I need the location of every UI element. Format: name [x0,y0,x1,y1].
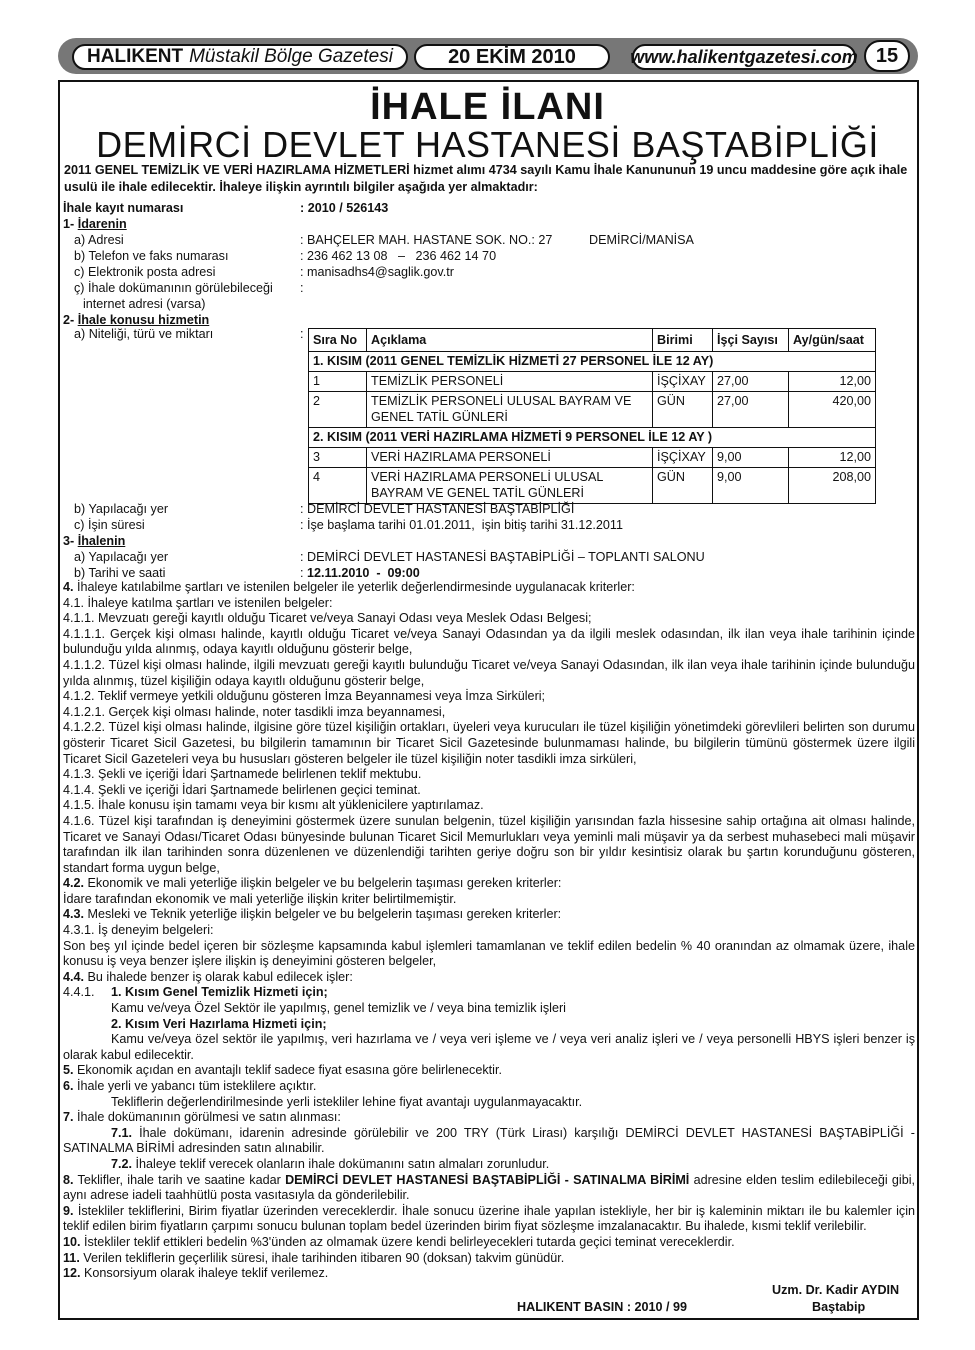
table-header-cell: Ay/gün/saat [789,329,876,352]
announcement-subtitle: DEMİRCİ DEVLET HASTANESİ BAŞTABİPLİĞİ [96,124,879,165]
clause-4-4-1-a: Kamu ve/veya Özel Sektör ile yapılmış, genel temizlik ve / veya bina temizlik işleri [111,1001,566,1016]
tarih-colon: : [300,566,307,580]
tarih-value: 12.11.2010 - 09:00 [307,566,420,580]
table-header-cell: İşçi Sayısı [713,329,789,352]
clause-4-1-2-1: 4.1.2.1. Gerçek kişi olması halinde, noter tasdikli imza beyannamesi, [63,704,446,719]
clause-4-4-1-b: Kamu ve/veya özel sektör ile yapılmış, veri hazırlama ve / veya veri işleme ve / veya veri analiz işleri ve / veya personelli HBYS işleri benzer iş olarak kabul edilecektir. [63,1032,915,1062]
adres-city: DEMİRCİ/MANİSA [589,233,694,247]
table-cell: 27,00 [713,372,789,392]
clause-10: 10. İstekliler teklif ettikleri bedelin %3'ünden az olmamak üzere kendi belirleyecekleri tutarda geçici teminat vereceklerdir. [63,1234,735,1249]
clause-5: 5. Ekonomik açıdan en avantajlı teklif sadece fiyat esasına göre belirlenecektir. [63,1063,502,1078]
adres-value: : BAHÇELER MAH. HASTANE SOK. NO.: 27 [300,233,553,247]
kayit-label: İhale kayıt numarası [63,201,184,215]
table-section-cell: 1. KISIM (2011 GENEL TEMİZLİK HİZMETİ 27 PERSONEL İLE 12 AY) [309,352,876,372]
table-section-cell: 2. KISIM (2011 VERİ HAZIRLAMA HİZMETİ 9 PERSONEL İLE 12 AY ) [309,428,876,448]
clause-4-1-2: 4.1.2. Teklif vermeye yetkili olduğunu gösteren İmza Beyannamesi veya İmza Sirküleri; [63,689,546,704]
table-row [309,468,876,504]
clause-8: 8. Teklifler, ihale tarih ve saatine kadar DEMİRCİ DEVLET HASTANESİ BAŞTABİPLİĞİ - SATINALMA BİRİMİ adresine elden teslim edilebileceği gibi, aynı adrese iadeli taahhütlü posta vasıtasıyla da gönderilebilir. [63,1172,915,1203]
table-cell: İŞÇİXAY [653,372,713,392]
clause-7: 7. İhale dokümanının görülmesi ve satın alınması: [63,1110,341,1125]
web-label-line1: ç) İhale dokümanının görülebileceği [74,281,273,295]
table-cell: 12,00 [789,448,876,468]
clause-4-1-1: 4.1.1. Mevzuatı gereği kayıtlı olduğu Ticaret ve/veya Sanayi Odası veya Meslek Odası Belgesi; [63,611,592,626]
tel-value: : 236 462 13 08 – 236 462 14 70 [300,249,497,263]
table-header-cell: Açıklama [367,329,653,352]
table-cell: 2 [309,392,367,428]
clause-4-1-6: 4.1.6. Tüzel kişi tarafından iş deneyimini göstermek üzere sunulan belgenin, tüzel kişiliğin yarısından fazla hissesine sahip ortağına ait olması halinde, Ticaret ve Sanayi Odası/Ticaret Odası bünyesinde bulunan Ticaret Sicil Memurlukları veya yeminli mali müşavir ya da serbest muhasebeci mali müşavir tarafından ilk ilan tarihinden sonra düzenlenen ve düzenlendiği tarihten geriye doğru son bir yıldır kesintisiz olarak bu şartın korunduğunu gösteren, standart forma uygun belge, [63,813,915,875]
clause-4-2-text: İdare tarafından ekonomik ve mali yeterliğe ilişkin kriter belirtilmemiştir. [63,891,457,906]
table-header-cell: Sıra No [309,329,367,352]
clause-4-1-2-2: 4.1.2.2. Tüzel kişi olması halinde, ilgisine göre tüzel kişiliğin ortakları, üyeleri veya kurucuları ile tüzel kişiliğin yönetimdeki görevlileri belirten son durumu gösterir Ticaret Sicil Gazetesi, bu bilgilerin tamamının bir Ticaret Sicil Gazetesinde bulunmaması halinde, bu bilgilerin tümünü göstermek üzere ilgili Ticaret Sicil Gazeteleri veya bu hususları gösteren belgeler ile tüzel kişiliğin noter tasdikli imza sirküleri, [63,720,915,766]
conditions-body [63,580,915,1282]
table-row [309,448,876,468]
clause-9: 9. İstekliler tekliflerini, Birim fiyatlar üzerinden vereceklerdir. İhale sonucu üzerine ihale yapılan istekliyle, her bir iş kaleminin miktarı ile bu kalemler için teklif edilen birim fiyatların çarpımı sonucu bulunan toplam bedel üzerinden birim fiyat sözleşme imzalanacaktır. Bu ihalede, kısmi teklif verilebilir. [63,1203,915,1234]
table-cell: GÜN [653,468,713,504]
table-section-row [309,428,876,448]
table-cell: 1 [309,372,367,392]
clause-4-3: 4.3. Mesleki ve Teknik yeterliğe ilişkin belgeler ve bu belgelerin taşıması gereken kriterler: [63,907,562,922]
web-value: : [300,281,304,295]
clause-7-2: 7.2. İhaleye teklif verecek olanların ihale dokümanını satın almaları zorunludur. [111,1156,550,1171]
ihale-yer-label: a) Yapılacağı yer [74,550,169,564]
section-2-title: 2- İhale konusu hizmetin [63,313,210,327]
table-cell: İŞÇİXAY [653,448,713,468]
section-1-title: 1- İdarenin [63,217,127,231]
paper-name-bold: HALIKENT [87,46,184,67]
tel-label: b) Telefon ve faks numarası [74,249,229,263]
table-cell: 3 [309,448,367,468]
section-1-title-text: İdarenin [77,217,127,231]
intro-text: 2011 GENEL TEMİZLİK VE VERİ HAZIRLAMA HİZMETLERİ hizmet alımı 4734 sayılı Kamu İhale Kanununun 19 uncu maddesine göre açık ihale usulü ile ihale edilecektir. İhaleye ilişkin ayrıntılı bilgiler aşağıda yer almaktadır: [64,163,908,194]
page-number: 15 [864,40,910,72]
clause-4-1-3: 4.1.3. Şekli ve içeriği İdari Şartnamede belirlenen teklif mektubu. [63,767,422,782]
table-cell: TEMİZLİK PERSONELİ [367,372,653,392]
clause-4-4-1-title2: 2. Kısım Veri Hazırlama Hizmeti için; [111,1016,327,1031]
clause-11: 11. Verilen tekliflerin geçerlilik süresi, ihale tarihinden itibaren 90 (doksan) takvim günüdür. [63,1250,565,1265]
table-cell: 420,00 [789,392,876,428]
ihale-yer-value: : DEMİRCİ DEVLET HASTANESİ BAŞTABİPLİĞİ – TOPLANTI SALONU [300,550,705,564]
clause-7-1: 7.1. İhale dokümanı, idarenin adresinde görülebilir ve 200 TRY (Türk Lirası) karşılığı DEMİRCİ DEVLET HASTANESİ BAŞTABİPLİĞİ - SATINALMA BİRİMİ adresinden satın alınabilir. [63,1125,915,1156]
tarih-label: b) Tarihi ve saati [74,566,166,580]
sure-label: c) İşin süresi [74,518,145,532]
web-label-line2: internet adresi (varsa) [83,297,206,311]
table-cell: VERİ HAZIRLAMA PERSONELİ ULUSAL BAYRAM VE GENEL TATİL GÜNLERİ [367,468,653,504]
signer-name: Uzm. Dr. Kadir AYDIN [772,1283,900,1297]
table-cell: 208,00 [789,468,876,504]
section-2-title-text: İhale konusu hizmetin [77,313,210,327]
clause-4-4: 4.4. Bu ihalede benzer iş olarak kabul edilecek işler: [63,969,353,984]
email-label: c) Elektronik posta adresi [74,265,216,279]
services-table [308,328,876,504]
email-value[interactable]: : manisadhs4@saglik.gov.tr [300,265,454,279]
clause-4-1-1-2: 4.1.1.2. Tüzel kişi olması halinde, ilgili mevzuatı gereği kayıtlı bulunduğu Ticaret ve/veya Sanayi Odasından, ilk ilan veya ihale tarihinin içinde bulunduğu yılda alınmış, tüzel kişiliğin odaya kayıtlı olduğunu gösterir belge, [63,657,915,688]
clause-12: 12. Konsorsiyum olarak ihaleye teklif verilemez. [63,1266,329,1281]
clause-6: 6. İhale yerli ve yabancı tüm isteklilere açıktır. [63,1079,317,1093]
table-cell: 12,00 [789,372,876,392]
clause-4-2: 4.2. Ekonomik ve mali yeterliğe ilişkin belgeler ve bu belgelerin taşıması gereken kriterler: [63,876,562,891]
table-cell: 4 [309,468,367,504]
nitelik-label: a) Niteliği, türü ve miktarı [74,327,214,341]
clause-4: 4. İhaleye katılabilme şartları ve istenilen belgeler ile yeterlik değerlendirmesinde uygulanacak kriterler: [63,580,635,594]
press-code: HALIKENT BASIN : 2010 / 99 [517,1300,688,1314]
signer-title: Baştabip [812,1300,866,1314]
table-cell: GÜN [653,392,713,428]
tarih-row [300,565,420,581]
section-3-title: 3- İhalenin [63,534,126,548]
table-cell: 9,00 [713,468,789,504]
clause-4-3-1: 4.3.1. İş deneyim belgeleri: [63,923,214,938]
issue-date: 20 EKİM 2010 [414,44,610,70]
website-link[interactable]: www.halikentgazetesi.com [632,44,856,70]
clause-4-1-4: 4.1.4. Şekli ve içeriği İdari Şartnamede belirlenen geçici teminat. [63,782,421,797]
announcement-title: İHALE İLANI [370,86,605,128]
clause-4-4-1: 4.4.1. 1. Kısım Genel Temizlik Hizmeti için; [63,985,328,1000]
table-header-cell: Birimi [653,329,713,352]
clause-4-1-1-1: 4.1.1.1. Gerçek kişi olması halinde, kayıtlı olduğu Ticaret ve/veya Sanayi Odasından ya da ilgili meslek odasından, ilk ilan veya ihale tarihinin içinde bulunduğu yılda alınmış, odaya kayıtlı olduğunu gösterir belge, [63,626,915,657]
table-row [309,392,876,428]
table-cell: VERİ HAZIRLAMA PERSONELİ [367,448,653,468]
sure-value: : İşe başlama tarihi 01.01.2011, işin bitiş tarihi 31.12.2011 [300,518,623,532]
table-cell: 9,00 [713,448,789,468]
clause-4-1: 4.1. İhaleye katılma şartları ve istenilen belgeler: [63,595,333,610]
table-row [309,372,876,392]
yer-value: : DEMİRCİ DEVLET HASTANESİ BAŞTABİPLİĞİ [300,502,575,516]
section-3-title-text: İhalenin [77,534,126,548]
table-cell: 27,00 [713,392,789,428]
clause-4-3-1-text: Son beş yıl içinde bedel içeren bir sözleşme kapsamında kabul işlemleri tamamlanan ve teklif edilen bedelin % 40 oranından az olmamak üzere, ihale konusu iş veya benzer işlere ilişkin iş deneyimini gösteren belgeler, [63,938,915,969]
table-header-row [309,329,876,352]
table-section-row [309,352,876,372]
yer-label: b) Yapılacağı yer [74,502,169,516]
paper-name [72,44,408,70]
clause-6-b: Tekliflerin değerlendirilmesinde yerli istekliler lehine fiyat avantajı uygulanmayacaktır. [111,1094,583,1109]
paper-name-italic: Müstakil Bölge Gazetesi [189,46,393,67]
kayit-value: : 2010 / 526143 [300,201,389,215]
adres-label: a) Adresi [74,233,124,247]
clause-4-1-5: 4.1.5. İhale konusu işin tamamı veya bir kısmı alt yüklenicilere yaptırılamaz. [63,798,484,813]
table-cell: TEMİZLİK PERSONELİ ULUSAL BAYRAM VE GENEL TATİL GÜNLERİ [367,392,653,428]
nitelik-colon: : [300,327,304,341]
